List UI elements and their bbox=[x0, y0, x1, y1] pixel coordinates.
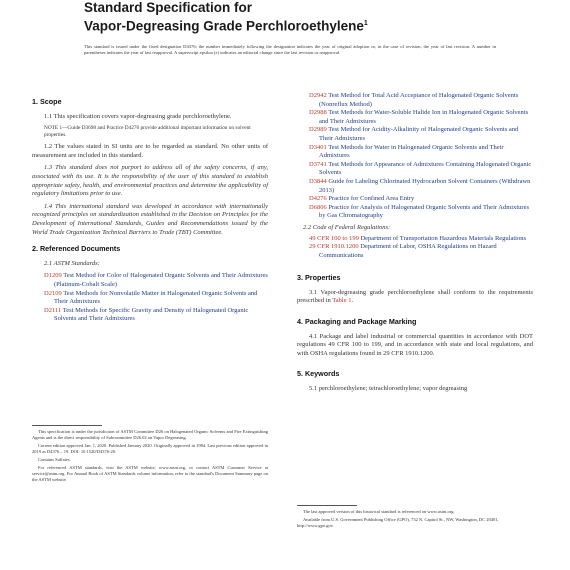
astm-reference-list bbox=[28, 272, 268, 324]
paragraph-3-1-text: 3.1 Vapor-degreasing grade perchloroethylene shall conform to the requirements prescribed in bbox=[297, 288, 533, 305]
reference-code[interactable]: D3401 bbox=[309, 143, 327, 151]
reference-title[interactable]: Test Method for Color of Halogenated Organic Solvents and Their Admixtures (Platinum-Cobalt Scale) bbox=[54, 272, 268, 288]
paragraph-3-1 bbox=[297, 289, 533, 306]
paragraph-1-2: 1.2 The values stated in SI units are to be regarded as standard. No other units of measurement are included in this standard. bbox=[32, 143, 268, 159]
scope-heading: 1. Scope bbox=[32, 97, 62, 106]
reference-code[interactable]: D2988 bbox=[309, 109, 327, 117]
reference-item[interactable] bbox=[309, 161, 533, 178]
reference-item[interactable] bbox=[309, 126, 533, 143]
footnote-3: Contains Sulfates. bbox=[38, 457, 71, 462]
properties-heading: 3. Properties bbox=[297, 273, 341, 283]
right-footnotes bbox=[297, 509, 533, 531]
right-column bbox=[293, 92, 533, 398]
cfr-code[interactable]: 49 CFR 100 to 199 bbox=[309, 234, 359, 242]
reference-title[interactable]: Test Method for Total Acid Acceptance of Halogenated Organic Solvents (Nonreflux Method) bbox=[319, 92, 519, 108]
cfr-item[interactable] bbox=[309, 243, 533, 260]
astm-reference-list-continued bbox=[293, 92, 533, 221]
reference-code[interactable]: D6806 bbox=[309, 203, 327, 211]
reference-item[interactable] bbox=[44, 272, 268, 289]
note-1: NOTE 1—Guide D3698 and Practice D4276 provide additional important information on solvent properties. bbox=[44, 125, 251, 139]
reference-item[interactable] bbox=[309, 178, 533, 195]
reference-item[interactable] bbox=[44, 307, 268, 324]
reference-title[interactable]: Practice for Analysis of Halogenated Organic Solvents and Their Admixtures by Gas Chromatography bbox=[319, 203, 529, 220]
title-line-2 bbox=[84, 16, 504, 35]
footnote-1: This specification is under the jurisdiction of ASTM Committee D26 on Halogenated Organic Solvents and Fire Extinguishing Agents and is the direct responsibility of Subcommittee D26.02 on Vapor Degreasing. bbox=[32, 429, 268, 440]
footnote-divider bbox=[32, 425, 102, 426]
reference-item[interactable] bbox=[309, 195, 533, 204]
footnote-6: Available from U.S. Government Publishing Office (GPO), 732 N. Capitol St., NW, Washington, DC 20401, http://www.gpo.gov. bbox=[297, 517, 499, 528]
reference-item[interactable] bbox=[309, 204, 533, 221]
reference-title[interactable]: Test Methods for Nonvolatile Matter in Halogenated Organic Solvents and Their Admixtures bbox=[54, 289, 258, 306]
footnote-divider-right bbox=[297, 505, 357, 506]
keywords-heading: 5. Keywords bbox=[297, 369, 340, 379]
footnote-4: For referenced ASTM standards, visit the ASTM website, www.astm.org, or contact ASTM Customer Service at service@astm.org. For Annual Book of ASTM Standards volume information, refer to the standard's Document Summary page on the ASTM website. bbox=[32, 465, 268, 482]
paragraph-4-1: 4.1 Package and label industrial or commercial quantities in accordance with DOT regulations 49 CFR 100 to 199, and in accordance with state and local regulations, and with OSHA regulations found in 29 CFR 1910.1200. bbox=[297, 332, 533, 357]
reference-title[interactable]: Test Methods for Water-Soluble Halide Ion in Halogenated Organic Solvents and Their Admixtures bbox=[319, 109, 529, 125]
cfr-title[interactable]: Department of Transportation Hazardous Materials Regulations bbox=[360, 234, 527, 242]
title-line-1: Standard Specification for bbox=[84, 0, 253, 15]
paragraph-2-1: 2.1 ASTM Standards: bbox=[44, 259, 100, 267]
reference-code[interactable]: D2989 bbox=[309, 126, 327, 134]
cfr-subheading: 2.2 Code of Federal Regulations: bbox=[303, 223, 391, 231]
left-footnotes bbox=[32, 429, 268, 485]
paragraph-1-1: 1.1 This specification covers vapor-degreasing grade perchloroethylene. bbox=[44, 112, 232, 120]
reference-item[interactable] bbox=[309, 109, 533, 126]
reference-code[interactable]: D4276 bbox=[309, 195, 327, 203]
cfr-title[interactable]: Department of Labor, OSHA Regulations on Hazard Communications bbox=[319, 243, 497, 259]
reference-code[interactable]: D3844 bbox=[309, 177, 327, 185]
reference-title[interactable]: Test Methods for Specific Gravity and Density of Halogenated Organic Solvents and Their Admixtures bbox=[54, 306, 249, 323]
document-title bbox=[84, 0, 504, 35]
referenced-documents-heading: 2. Referenced Documents bbox=[32, 244, 121, 254]
reference-code[interactable]: D2111 bbox=[44, 306, 62, 314]
title-footnote-marker[interactable]: 1 bbox=[363, 20, 368, 27]
footnote-5: The last approved version of this historical standard is referenced on www.astm.org. bbox=[303, 509, 455, 514]
reference-title[interactable]: Test Methods for Water in Halogenated Organic Solvents and Their Admixtures bbox=[319, 143, 504, 160]
reference-title[interactable]: Guide for Labeling Chlorinated Hydrocarbon Solvent Containers (Withdrawn 2013) bbox=[319, 177, 531, 194]
paragraph-3-1-end: . bbox=[351, 297, 354, 305]
reference-title[interactable]: Practice for Confined Area Entry bbox=[328, 195, 415, 203]
reference-code[interactable]: D2942 bbox=[309, 92, 327, 99]
reference-title[interactable]: Test Methods for Appearance of Admixtures Containing Halogenated Organic Solvents bbox=[319, 160, 532, 177]
reference-code[interactable]: D3741 bbox=[309, 160, 327, 168]
cfr-reference-list bbox=[293, 235, 533, 261]
reference-title[interactable]: Test Method for Acidity-Alkalinity of Halogenated Organic Solvents and Their Admixtures bbox=[319, 126, 519, 142]
reference-item[interactable] bbox=[309, 92, 533, 109]
reference-item[interactable] bbox=[44, 290, 268, 307]
cfr-item[interactable] bbox=[309, 235, 533, 244]
cfr-code[interactable]: 29 CFR 1910.1200 bbox=[309, 243, 359, 251]
paragraph-5-1: 5.1 perchloroethylene; tetrachloroethylene; vapor degreasing bbox=[309, 385, 468, 393]
packaging-heading: 4. Packaging and Package Marking bbox=[297, 317, 417, 327]
footnote-2: Current edition approved Jan. 1, 2020. Published January 2020. Originally approved in 1984. Last previous edition approved in 2019 as D4376 – 19. DOI: 10.1520/D4376-20. bbox=[32, 443, 268, 454]
reference-code[interactable]: D2109 bbox=[44, 289, 62, 297]
paragraph-1-3: 1.3 This standard does not purport to address all of the safety concerns, if any, associated with its use. It is the responsibility of the user of this standard to establish appropriate safety, health, and environmental practices and determine the applicability of regulatory limitations prior to use. bbox=[32, 164, 268, 198]
table-1-link[interactable]: Table 1 bbox=[332, 297, 352, 305]
designation-notice: This standard is issued under the fixed designation D4376; the number immediately following the designation indicates the year of original adoption or, in the case of revision, the year of last revision. A number in parentheses indicates the year of last reapproval. A superscript epsilon (ε) indicates an editorial change since the last revision or reapproval. bbox=[84, 44, 496, 56]
left-column bbox=[28, 90, 268, 324]
reference-item[interactable] bbox=[309, 144, 533, 161]
title-main: Vapor-Degreasing Grade Perchloroethylene bbox=[84, 18, 364, 34]
reference-code[interactable]: D1209 bbox=[44, 272, 62, 280]
paragraph-1-4: 1.4 This international standard was developed in accordance with internationally recognized principles on standardization established in the Decision on Principles for the Development of International Standards, Guides and Recommendations issued by the World Trade Organization Technical Barriers to Trade (TBT) Committee. bbox=[32, 202, 268, 236]
